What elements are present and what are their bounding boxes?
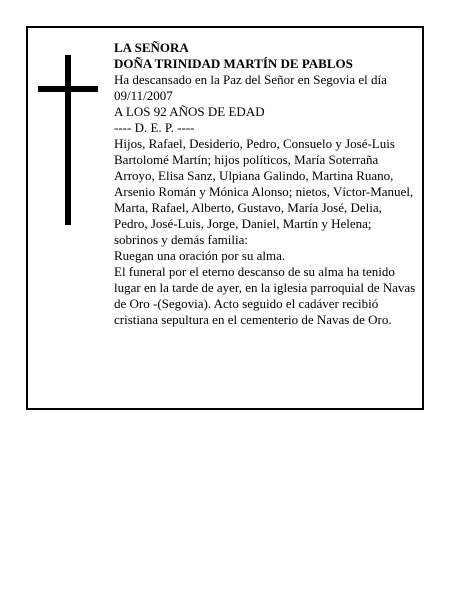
title-line-1: LA SEÑORA	[114, 40, 189, 55]
obituary-notice	[26, 26, 424, 410]
cross-vertical-bar	[65, 55, 71, 225]
death-statement: Ha descansado en la Paz del Señor en Segovia el día 09/11/2007	[114, 72, 387, 103]
rip-line: ---- D. E. P. ----	[114, 120, 195, 135]
cross-icon	[38, 55, 98, 225]
family-list: Hijos, Rafael, Desiderio, Pedro, Consuelo y José-Luis Bartolomé Martín; hijos políticos, María Soterraña Arroyo, Elisa Sanz, Ulpiana Galindo, Martina Ruano, Arsenio Román y Mónica Alonso; nietos, Víctor-Manuel, Marta, Rafael, Alberto, Gustavo, María José, Delia, Pedro, José-Luis, Jorge, Daniel, Martín y Helena; sobrinos y demás familia:	[114, 136, 414, 247]
prayer-request: Ruegan una oración por su alma.	[114, 248, 286, 263]
cross-horizontal-bar	[38, 86, 98, 92]
funeral-details: El funeral por el eterno descanso de su alma ha tenido lugar en la tarde de ayer, en la iglesia parroquial de Navas de Oro -(Segovia). Acto seguido el cadáver recibió cristiana sepultura en el cementerio de Navas de Oro.	[114, 264, 416, 327]
age-line: A LOS 92 AÑOS DE EDAD	[114, 104, 265, 119]
deceased-name: DOÑA TRINIDAD MARTÍN DE PABLOS	[114, 56, 353, 71]
obituary-text	[114, 40, 416, 328]
